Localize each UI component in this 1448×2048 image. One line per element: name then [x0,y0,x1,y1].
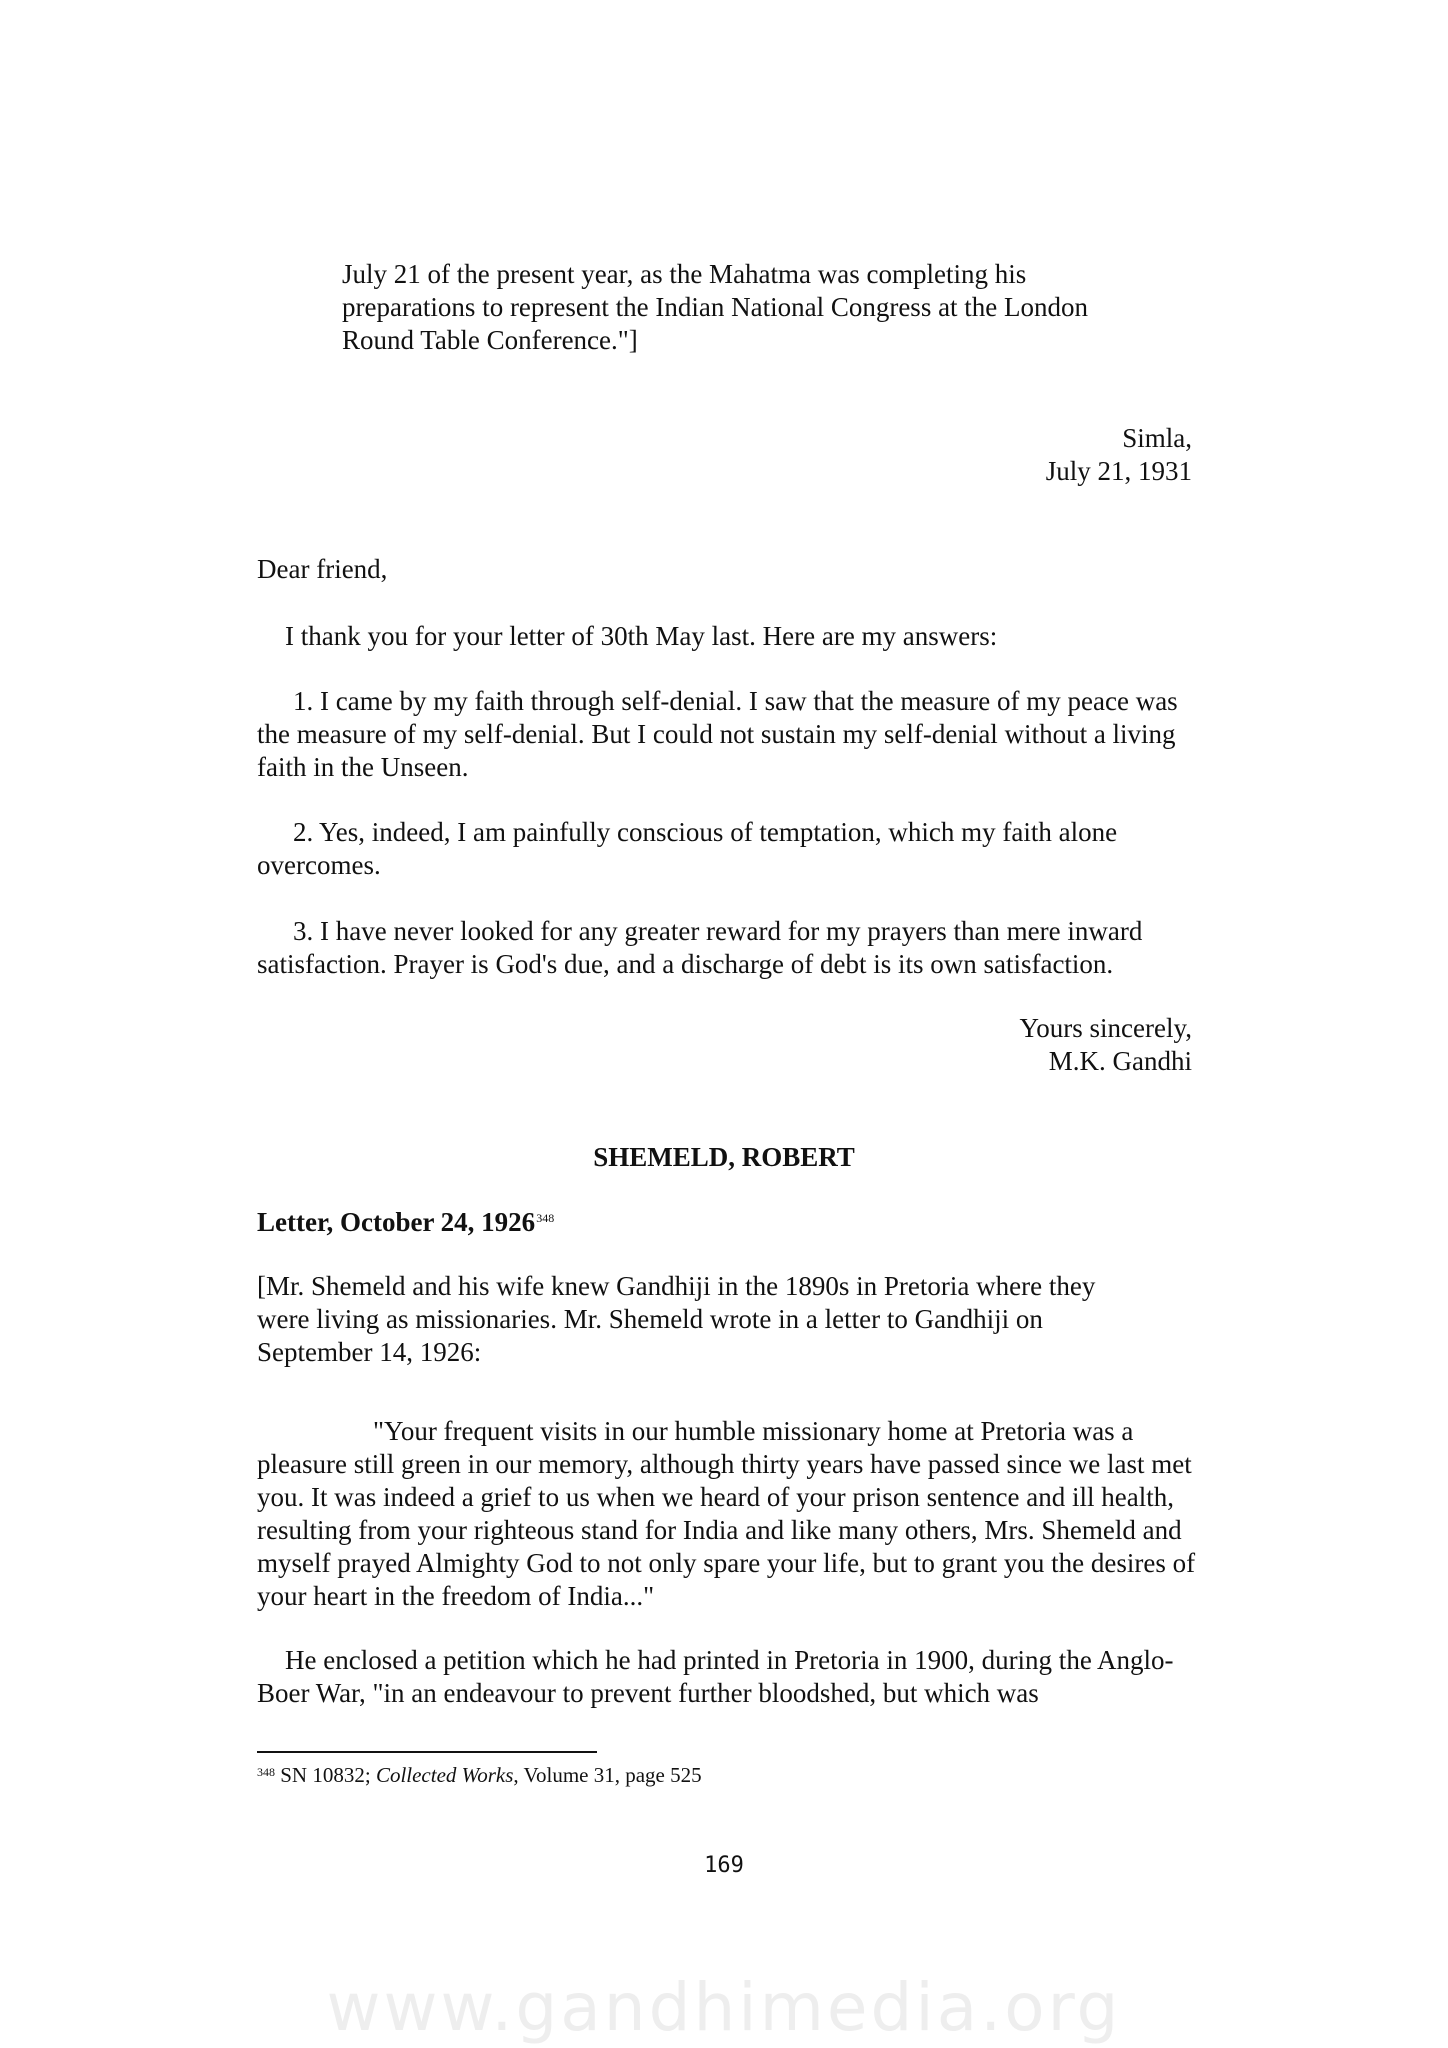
intro-line: Round Table Conference."] [342,325,638,355]
salutation: Dear friend, [257,554,388,584]
editorial-note [257,1270,1187,1369]
answer-2: 2. Yes, indeed, I am painfully conscious of temptation, which my faith alone overcomes. [257,817,1118,880]
letter-place: Simla, [1122,423,1192,453]
intro-note [342,258,1242,357]
letter-date: July 21, 1931 [1045,456,1192,486]
footnote-ref: 348 [536,1211,555,1225]
footnote-text-end: , Volume 31, page 525 [513,1763,702,1787]
closing-phrase: Yours sincerely, [1019,1013,1192,1043]
letter-closing [1020,1012,1193,1078]
letter-place-date [1046,422,1192,488]
section-title: SHEMELD, ROBERT [593,1142,855,1172]
intro-line: preparations to represent the Indian National Congress at the London [342,292,1089,322]
intro-line: July 21 of the present year, as the Mahatma was completing his [342,259,1027,289]
quoted-letter: "Your frequent visits in our humble missionary home at Pretoria was a pleasure still green in our memory, although thirty years have passed since we last met you. It was indeed a grief to us when we heard of your prison sentence and ill health, resulting from your righteous stand for India and like many others, Mrs. Shemeld and myself prayed Almighty God to not only spare your life, but to grant you the desires of your heart in the freedom of India..." [257,1416,1196,1611]
page-number: 169 [704,1853,744,1878]
answer-3: 3. I have never looked for any greater reward for my prayers than mere inward satisfaction. Prayer is God's due, and a discharge of debt is its own satisfaction. [257,916,1143,979]
footnote-text: SN 10832; [275,1763,376,1787]
editorial-line: [Mr. Shemeld and his wife knew Gandhiji in the 1890s in Pretoria where they [257,1271,1096,1301]
subheading-text: Letter, October 24, 1926 [257,1207,536,1237]
continuation-paragraph: He enclosed a petition which he had printed in Pretoria in 1900, during the Anglo-Boer War, "in an endeavour to prevent further bloodshed, but which was [257,1645,1174,1708]
letter-opening: I thank you for your letter of 30th May last. Here are my answers: [285,621,998,651]
section-subheading [257,1206,554,1239]
editorial-line: September 14, 1926: [257,1337,482,1367]
answer-1: 1. I came by my faith through self-denial. I saw that the measure of my peace was the measure of my self-denial. But I could not sustain my self-denial without a living faith in the Unseen. [257,686,1178,782]
footnote [257,1762,702,1788]
footnote-number: 348 [257,1765,275,1779]
footnote-divider [257,1751,597,1753]
watermark: www.gandhimedia.org [326,1969,1122,2046]
editorial-line: were living as missionaries. Mr. Shemeld wrote in a letter to Gandhiji on [257,1304,1043,1334]
footnote-title: Collected Works [375,1763,514,1787]
signature: M.K. Gandhi [1048,1046,1192,1076]
